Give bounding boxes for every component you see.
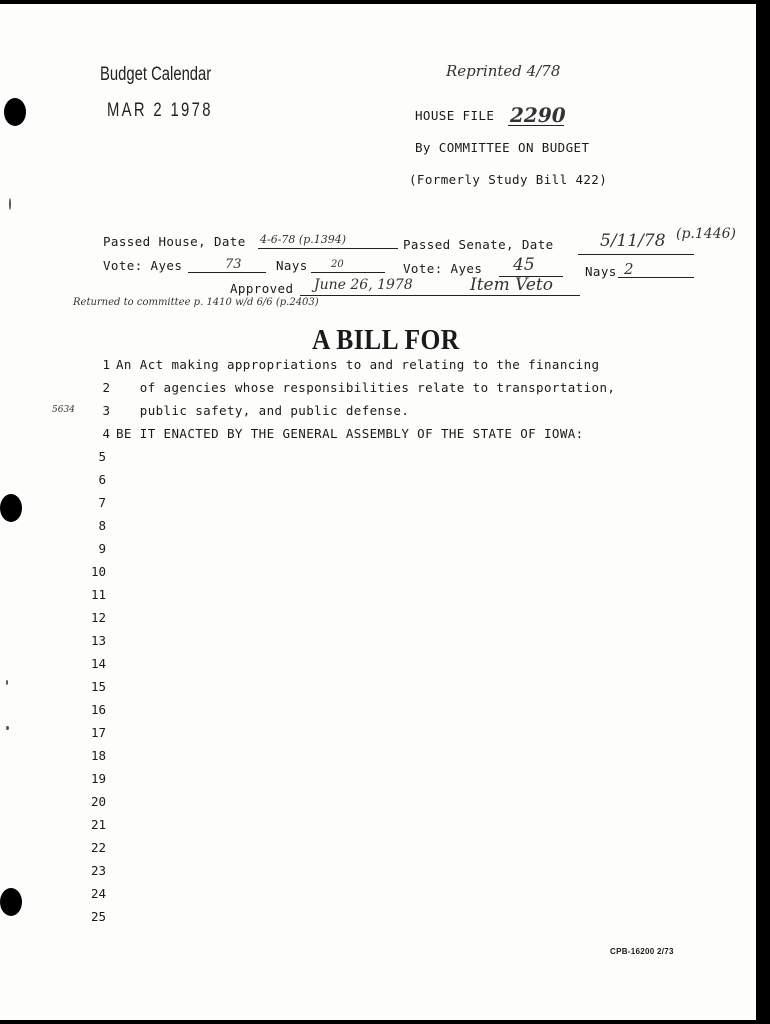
line-number: 2	[102, 380, 110, 395]
line-number: 6	[98, 472, 106, 487]
line-number: 23	[90, 863, 106, 878]
line-number: 4	[102, 426, 110, 441]
senate-ayes-label: Vote: Ayes	[403, 261, 483, 276]
senate-ayes-value: 45	[513, 255, 535, 275]
bill-text-line: public safety, and public defense.	[116, 403, 410, 418]
document-page	[0, 4, 756, 1020]
line-number: 15	[90, 679, 106, 694]
house-ayes-value: 73	[225, 257, 242, 272]
bill-text-line: of agencies whose responsibilities relate to transportation,	[116, 380, 616, 395]
line-number: 11	[90, 587, 106, 602]
house-ayes-label: Vote: Ayes	[103, 258, 183, 273]
senate-date-underline	[578, 254, 694, 255]
speck	[6, 680, 8, 685]
house-nays-label: Nays	[276, 258, 308, 273]
line-number: 24	[90, 886, 106, 901]
passed-senate-label: Passed Senate, Date	[403, 237, 554, 252]
line-number: 9	[98, 541, 106, 556]
approved-item-veto: Item Veto	[470, 275, 553, 295]
line-number: 22	[90, 840, 106, 855]
line-number: 8	[98, 518, 106, 533]
line-number: 18	[90, 748, 106, 763]
house-nays-underline	[311, 272, 385, 273]
line-number: 1	[102, 357, 110, 372]
senate-date-value: 5/11/78	[600, 231, 666, 251]
bill-title: A BILL FOR	[312, 324, 460, 356]
house-ayes-underline	[188, 272, 266, 273]
by-committee-line: By COMMITTEE ON BUDGET	[415, 140, 590, 155]
punch-hole-middle	[0, 494, 22, 522]
formerly-study-bill: (Formerly Study Bill 422)	[409, 172, 608, 187]
line-number: 5	[98, 449, 106, 464]
house-date-underline	[258, 248, 398, 249]
speck	[9, 198, 11, 210]
margin-returned-note: Returned to committee p. 1410 w/d 6/6 (p.2403)	[73, 297, 319, 308]
line-number: 17	[90, 725, 106, 740]
senate-page-note: (p.1446)	[676, 226, 736, 242]
line-number: 12	[90, 610, 106, 625]
line-number: 21	[90, 817, 106, 832]
senate-nays-label: Nays	[585, 264, 617, 279]
senate-nays-value: 2	[624, 260, 634, 278]
passed-house-label: Passed House, Date	[103, 234, 246, 249]
approved-underline	[300, 295, 580, 296]
house-file-number: 2290	[510, 103, 566, 127]
house-file-label: HOUSE FILE	[415, 108, 495, 123]
line-number: 14	[90, 656, 106, 671]
line-number: 3	[102, 403, 110, 418]
line-number: 20	[90, 794, 106, 809]
line-number: 19	[90, 771, 106, 786]
punch-hole-top	[4, 98, 26, 126]
house-nays-value: 20	[331, 259, 344, 270]
reprinted-note: Reprinted 4/78	[446, 62, 561, 80]
form-code-footer: CPB-16200 2/73	[610, 947, 674, 956]
house-file-underline	[508, 125, 564, 126]
bill-text-line: An Act making appropriations to and relating to the financing	[116, 357, 600, 372]
line-number: 7	[98, 495, 106, 510]
approved-date-value: June 26, 1978	[314, 277, 413, 293]
line-number: 16	[90, 702, 106, 717]
house-date-value: 4-6-78 (p.1394)	[260, 233, 347, 246]
line-number: 13	[90, 633, 106, 648]
line-number: 10	[90, 564, 106, 579]
punch-hole-bottom	[0, 888, 22, 916]
speck	[6, 726, 9, 730]
date-stamp: MAR 2 1978	[107, 100, 213, 121]
budget-calendar-stamp: Budget Calendar	[100, 64, 212, 85]
approved-label: Approved	[230, 281, 294, 296]
line-number: 25	[90, 909, 106, 924]
side-margin-mark: 5634	[52, 405, 75, 415]
bill-text-line: BE IT ENACTED BY THE GENERAL ASSEMBLY OF THE STATE OF IOWA:	[116, 426, 584, 441]
